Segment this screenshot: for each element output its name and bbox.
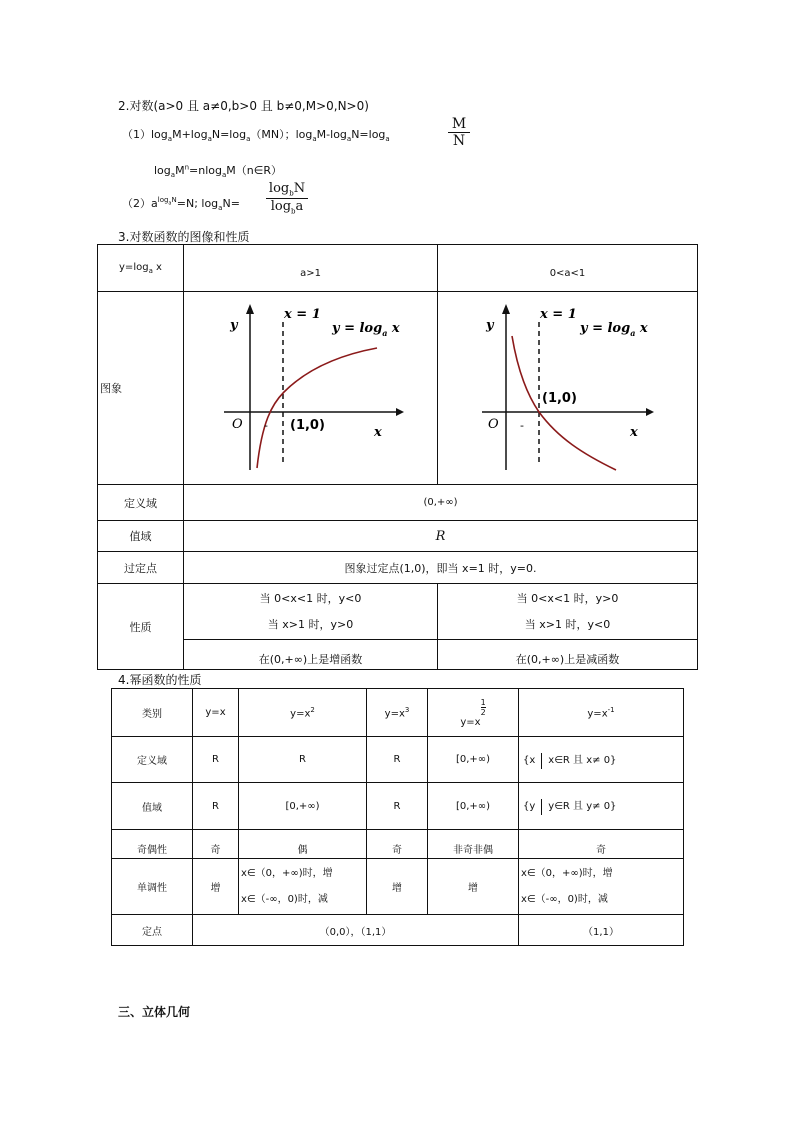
header-y-x: y=x	[193, 689, 239, 737]
header-y-x-half: y=x $\frac{1}{2}$	[428, 689, 519, 737]
tick-dash: -	[264, 419, 268, 432]
mono-cell: 增	[367, 859, 428, 915]
fixed-point-value: 图象过定点(1,0)，即当 x=1 时，y=0.	[184, 552, 698, 584]
domain-cell: R	[239, 737, 367, 783]
y-label: y	[486, 318, 494, 333]
func-label: $y = \log_a x$	[580, 321, 648, 338]
row-label-domain: 定义域	[98, 485, 184, 521]
row-label-monotonicity: 单调性	[112, 859, 193, 915]
mono-cell: 增	[193, 859, 239, 915]
header-function: $y=\log_a$ x	[98, 245, 184, 292]
row-label-range: 值域	[112, 783, 193, 830]
fraction-change-of-base: $\frac{\log_bN}{\log_ba}$	[266, 181, 308, 215]
x-axis-arrow	[396, 408, 404, 416]
parity-cell: 偶	[239, 830, 367, 859]
mono-cell-square: x∈（0，+∞)时，增 x∈（-∞，0)时，减	[239, 859, 367, 915]
parity-cell: 非奇非偶	[428, 830, 519, 859]
x-label: x	[630, 425, 638, 440]
monotonic-increasing: 在(0,+∞)上是增函数	[184, 640, 438, 670]
range-cell: [0,+∞)	[239, 783, 367, 830]
origin-label: O	[488, 417, 499, 432]
point-label: (1,0)	[290, 418, 325, 433]
properties-decreasing: 当 0<x<1 时，y>0 当 x>1 时，y<0	[438, 584, 698, 640]
y-axis-arrow	[246, 304, 254, 314]
formula-line-2: $\log_aM^n=nlog_aM(n\in R)$	[154, 163, 282, 180]
range-cell: R	[367, 783, 428, 830]
graph-cell-increasing	[184, 292, 438, 485]
section-solid-geometry-heading: 三、立体几何	[118, 1005, 191, 1019]
header-y-x-inv: $y=x^{-1}$	[519, 689, 684, 737]
header-category: 类别	[112, 689, 193, 737]
header-y-x3: $y=x^3$	[367, 689, 428, 737]
row-label-range: 值域	[98, 521, 184, 552]
tick-dash: -	[520, 419, 524, 432]
header-a-lt-1: 0<a<1	[438, 245, 698, 292]
range-value: R	[184, 521, 698, 552]
graph-cell-decreasing	[438, 292, 698, 485]
header-y-x2: $y=x^2$	[239, 689, 367, 737]
domain-cell-inverse: {x x∈R 且 x≠ 0}	[519, 737, 684, 783]
range-cell-inverse: {y y∈R 且 y≠ 0}	[519, 783, 684, 830]
row-label-fixed-point: 过定点	[98, 552, 184, 584]
row-label-parity: 奇偶性	[112, 830, 193, 859]
formula-line-3: $(2)a^{log_aN}=N$; $\log_aN=$	[122, 196, 240, 213]
section-4-heading: 4.幂函数的性质	[118, 673, 202, 687]
section-3-heading: 3.对数函数的图像和性质	[118, 230, 250, 244]
domain-value: (0,+∞)	[184, 485, 698, 521]
domain-cell: [0,+∞)	[428, 737, 519, 783]
log-curve-increasing	[257, 348, 377, 468]
header-a-gt-1: a>1	[184, 245, 438, 292]
y-label: y	[230, 318, 238, 333]
range-cell: [0,+∞)	[428, 783, 519, 830]
properties-increasing: 当 0<x<1 时，y<0 当 x>1 时，y>0	[184, 584, 438, 640]
section-2-heading: 2.对数(a>0 且 a≠0,b>0 且 b≠0,M>0,N>0)	[118, 99, 369, 113]
graph-increasing	[184, 292, 438, 484]
mono-cell: 增	[428, 859, 519, 915]
row-label-fixed-point: 定点	[112, 915, 193, 946]
monotonic-decreasing: 在(0,+∞)上是减函数	[438, 640, 698, 670]
parity-cell: 奇	[367, 830, 428, 859]
row-label-graph: 图象	[98, 292, 184, 485]
fixed-point-cell: （0,0），（1,1）	[193, 915, 519, 946]
fixed-point-cell-inverse: （1,1）	[519, 915, 684, 946]
domain-cell: R	[367, 737, 428, 783]
x-label: x	[374, 425, 382, 440]
mono-cell-inverse: x∈（0，+∞)时，增 x∈（-∞，0)时，减	[519, 859, 684, 915]
row-label-properties: 性质	[98, 584, 184, 670]
point-label: (1,0)	[542, 391, 577, 406]
domain-cell: R	[193, 737, 239, 783]
fraction-M-over-N: $\frac{M}{N}$	[448, 116, 470, 149]
origin-label: O	[232, 417, 243, 432]
x-axis-arrow	[646, 408, 654, 416]
line-x1-label: x = 1	[540, 307, 577, 322]
formula-line-1: $(1)\log_aM+\log_aN=\log_a(MN)$；$\log_aM-\log_aN=\log_a$	[122, 128, 390, 144]
graph-decreasing	[438, 292, 698, 484]
range-cell: R	[193, 783, 239, 830]
power-function-table	[111, 688, 684, 946]
line-x1-label: x = 1	[284, 307, 321, 322]
parity-cell: 奇	[193, 830, 239, 859]
log-function-table	[97, 244, 698, 670]
row-label-domain: 定义域	[112, 737, 193, 783]
parity-cell: 奇	[519, 830, 684, 859]
func-label: $y = \log_a x$	[332, 321, 400, 338]
y-axis-arrow	[502, 304, 510, 314]
